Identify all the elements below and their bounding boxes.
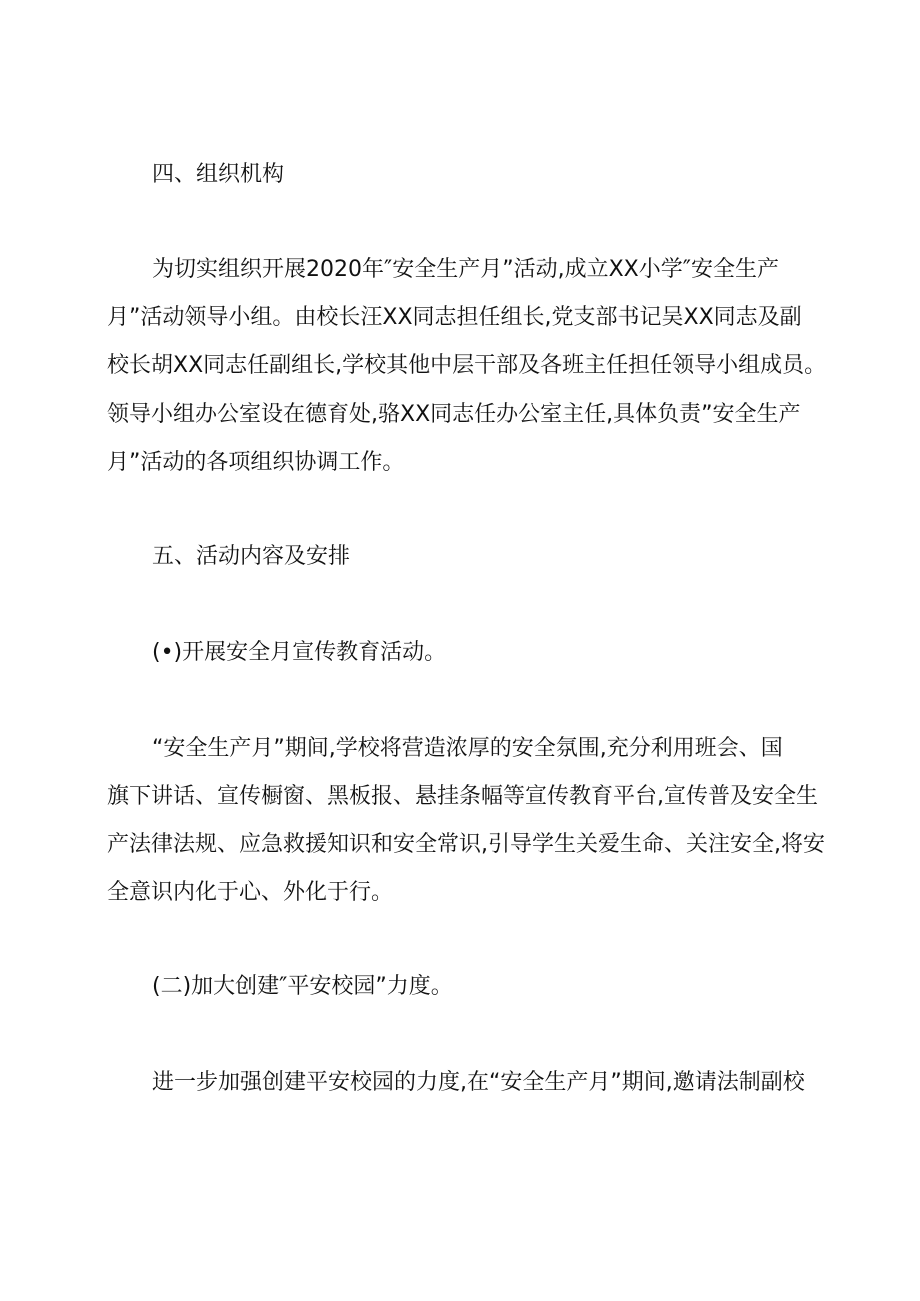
- org-paragraph-line: 领导小组办公室设在德育处,骆XX同志任办公室主任,具体负责”安全生产: [107, 402, 801, 427]
- subheading-safe-campus: (二)加大创建″平安校园”力度。: [152, 974, 453, 999]
- education-paragraph-line: 产法律法规、应急救援知识和安全常识,引导学生关爱生命、关注安全,将安: [107, 832, 825, 857]
- campus-paragraph-line: 进一步加强创建平安校园的力度,在“安全生产月”期间,邀请法制副校: [152, 1070, 805, 1095]
- org-paragraph-line: 月”活动的各项组织协调工作。: [107, 450, 405, 475]
- education-paragraph-line: “安全生产月”期间,学校将营造浓厚的安全氛围,充分利用班会、国: [152, 736, 783, 761]
- section-heading-organization: 四、组织机构: [152, 162, 285, 187]
- org-paragraph-line: 月”活动领导小组。由校长汪XX同志担任组长,党支部书记吴XX同志及副: [107, 305, 802, 330]
- education-paragraph-line: 全意识内化于心、外化于行。: [107, 880, 394, 905]
- org-paragraph-line: 校长胡XX同志任副组长,学校其他中层干部及各班主任担任领导小组成员。: [107, 353, 827, 378]
- education-paragraph-line: 旗下讲话、宣传橱窗、黑板报、悬挂条幅等宣传教育平台,宣传普及安全生: [107, 784, 818, 809]
- subheading-education: (•)开展安全月宣传教育活动。: [152, 640, 447, 665]
- section-heading-activities: 五、活动内容及安排: [152, 544, 351, 569]
- org-paragraph-line: 为切实组织开展2020年″安全生产月”活动,成立XX小学″安全生产: [152, 257, 779, 282]
